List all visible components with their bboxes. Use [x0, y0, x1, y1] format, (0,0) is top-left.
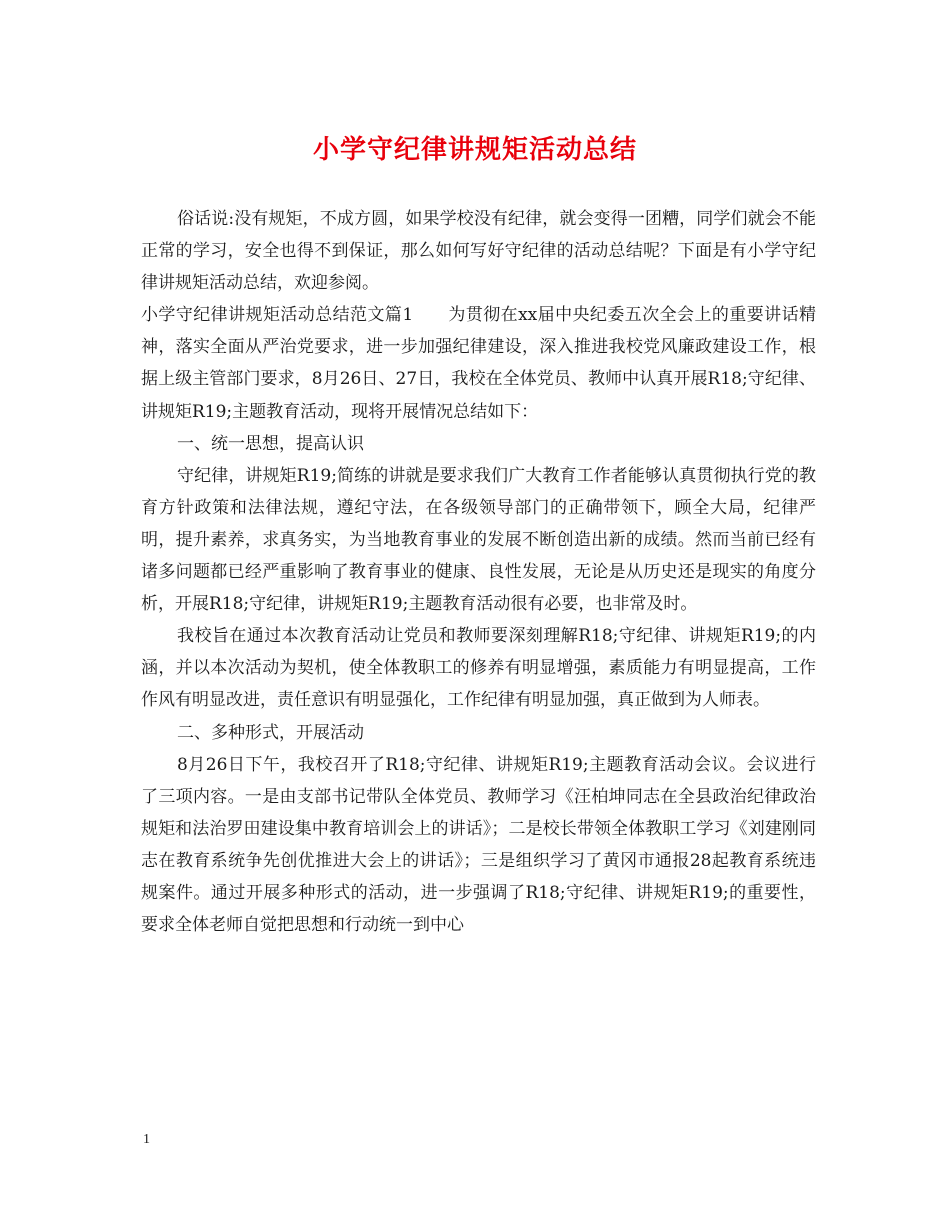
paragraph-intro: 俗话说:没有规矩，不成方圆，如果学校没有纪律，就会变得一团糟，同学们就会不能正常的学习，安全也得不到保证，那么如何写好守纪律的活动总结呢？下面是有小学守纪律讲规矩活动总结，欢迎参阅。 — [141, 209, 816, 294]
paragraph-sample-1: 小学守纪律讲规矩活动总结范文篇1 为贯彻在xx届中央纪委五次全会上的重要讲话精神，落实全面从严治党要求，进一步加强纪律建设，深入推进我校党风廉政建设工作，根据上级主管部门要求，8月26日、27日，我校在全体党员、教师中认真开展R18;守纪律、讲规矩R19;主题教育活动，现将开展情况总结如下： — [141, 305, 816, 422]
page-number: 1 — [143, 1132, 150, 1147]
section-heading-1: 一、统一思想，提高认识 — [177, 433, 364, 454]
paragraph-section-2-a: 8月26日下午，我校召开了R18;守纪律、讲规矩R19;主题教育活动会议。会议进行了三项内容。一是由支部书记带队全体党员、教师学习《汪柏坤同志在全县政治纪律政治规矩和法治罗田建设集中教育培训会上的讲话》；二是校长带领全体教职工学习《刘建刚同志在教育系统争先创优推进大会上的讲话》；三是组织学习了黄冈市通报28起教育系统违规案件。通过开展多种形式的活动，进一步强调了R18;守纪律、讲规矩R19;的重要性，要求全体老师自觉把思想和行动统一到中心 — [141, 754, 816, 936]
paragraph-section-1-b: 我校旨在通过本次教育活动让党员和教师要深刻理解R18;守纪律、讲规矩R19;的内涵，并以本次活动为契机，使全体教职工的修养有明显增强，素质能力有明显提高，工作作风有明显改进，责任意识有明显强化，工作纪律有明显加强，真正做到为人师表。 — [141, 626, 816, 711]
document-body — [141, 203, 816, 941]
section-heading-2: 二、多种形式，开展活动 — [177, 722, 364, 743]
document-title: 小学守纪律讲规矩活动总结 — [312, 135, 637, 165]
paragraph-section-1-a: 守纪律，讲规矩R19;简练的讲就是要求我们广大教育工作者能够认真贯彻执行党的教育方针政策和法律法规，遵纪守法，在各级领导部门的正确带领下，顾全大局，纪律严明，提升素养，求真务实，为当地教育事业的发展不断创造出新的成绩。然而当前已经有诸多问题都已经严重影响了教育事业的健康、良性发展，无论是从历史还是现实的角度分析，开展R18;守纪律，讲规矩R19;主题教育活动很有必要，也非常及时。 — [141, 465, 816, 615]
